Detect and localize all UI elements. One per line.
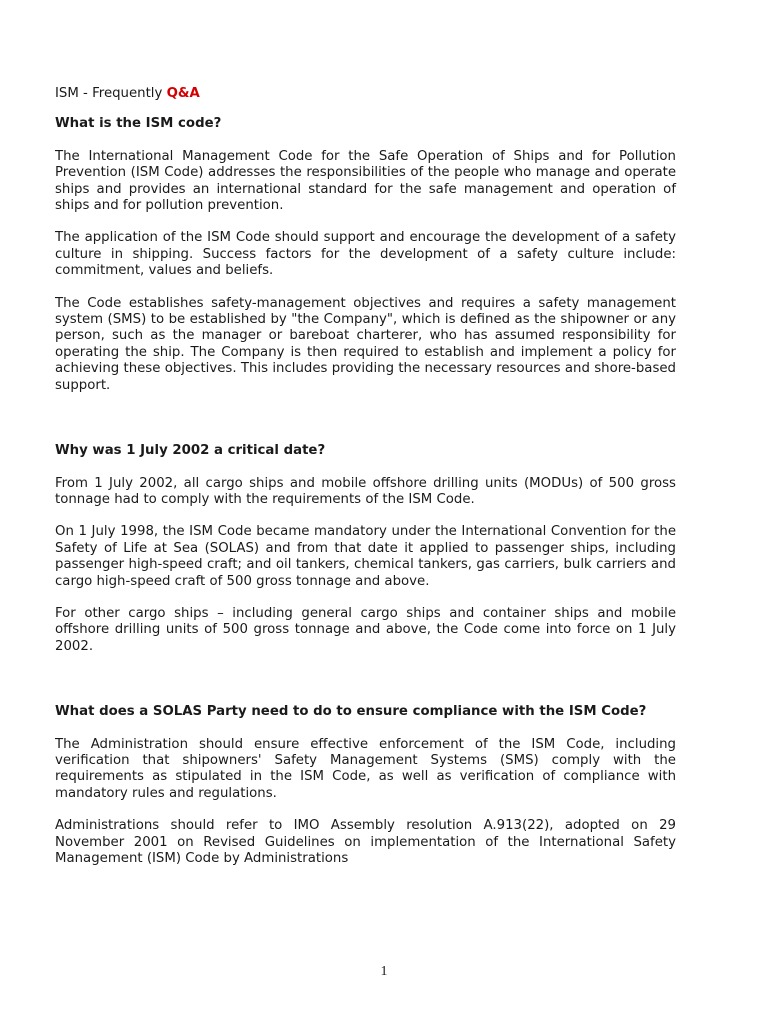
question-heading: What does a SOLAS Party need to do to ensure compliance with the ISM Code? (55, 704, 647, 720)
document-title (55, 86, 676, 102)
answer-paragraph: The Administration should ensure effective enforcement of the ISM Code, including verification that shipowners' Safety Management Systems (SMS) comply with the requirements as stipulated in the ISM Code, as well as verification of compliance with mandatory rules and regulations. (55, 736, 676, 801)
title-accent: Q&A (166, 86, 200, 101)
answer-paragraph: The International Management Code for the Safe Operation of Ships and for Pollution Prevention (ISM Code) addresses the responsibilities of the people who manage and operate ships and provides an international standard for the safe management and operation of ships and for pollution prevention. (55, 148, 676, 214)
answer-paragraph: Administrations should refer to IMO Assembly resolution A.913(22), adopted on 29 November 2001 on Revised Guidelines on implementation of the International Safety Management (ISM) Code by Administrations (55, 818, 676, 866)
document-body (55, 86, 676, 883)
answer-paragraph: On 1 July 1998, the ISM Code became mandatory under the International Convention for the Safety of Life at Sea (SOLAS) and from that date it applied to passenger ships, including passenger high-speed craft; and oil tankers, chemical tankers, gas carriers, bulk carriers and cargo high-speed craft of 500 gross tonnage and above. (55, 524, 676, 589)
answer-paragraph: The Code establishes safety-management objectives and requires a safety management system (SMS) to be established by "the Company", which is defined as the shipowner or any person, such as the manager or bareboat charterer, who has assumed responsibility for operating the ship. The Company is then required to establish and implement a policy for achieving these objectives. This includes providing the necessary resources and shore-based support. (55, 295, 676, 393)
answer-paragraph: From 1 July 2002, all cargo ships and mobile offshore drilling units (MODUs) of 500 gross tonnage had to comply with the requirements of the ISM Code. (55, 475, 676, 507)
title-prefix: ISM - Frequently (55, 86, 167, 101)
section-spacer (55, 671, 676, 704)
section-spacer (55, 410, 676, 443)
question-heading: Why was 1 July 2002 a critical date? (55, 443, 326, 459)
answer-paragraph: The application of the ISM Code should support and encourage the development of a safety culture in shipping. Success factors for the development of a safety culture include: commitment, values and beliefs. (55, 230, 676, 279)
page-number: 1 (380, 964, 388, 979)
question-heading: What is the ISM code? (55, 116, 222, 132)
answer-paragraph: For other cargo ships – including general cargo ships and container ships and mobile offshore drilling units of 500 gross tonnage and above, the Code come into force on 1 July 2002. (55, 605, 676, 654)
